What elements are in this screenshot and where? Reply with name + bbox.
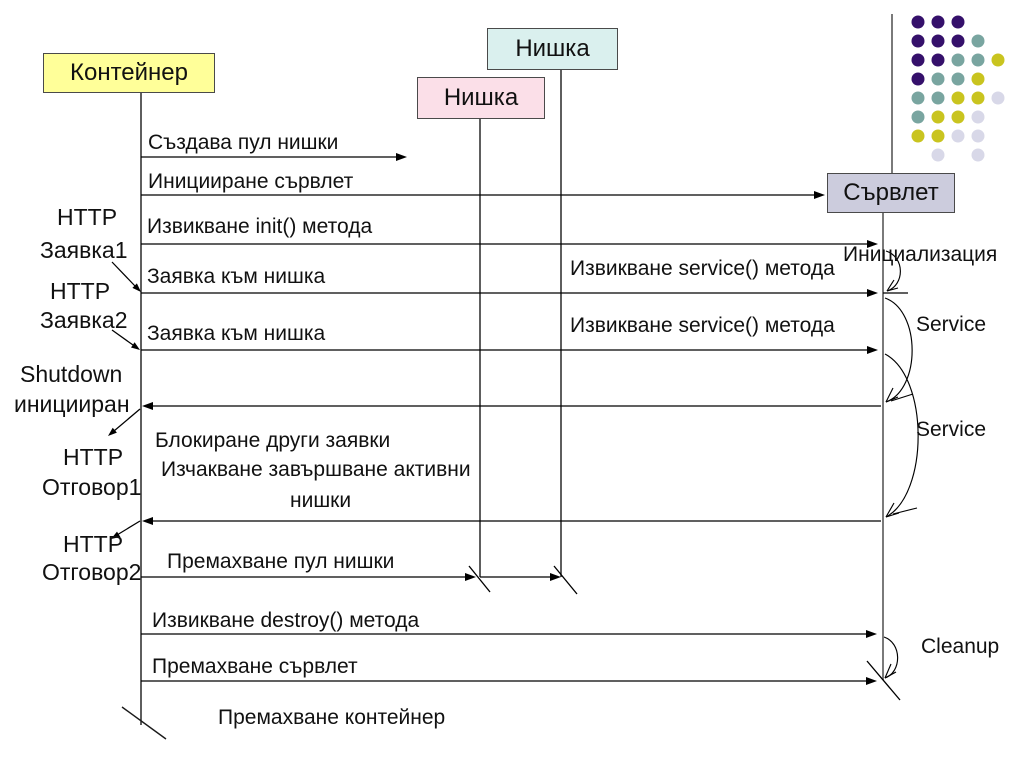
dot xyxy=(952,130,965,143)
actor-container xyxy=(43,53,215,93)
label-http-request2-line1: HTTP xyxy=(50,278,111,304)
dot xyxy=(932,130,945,143)
actor-servlet-label: Сървлет xyxy=(843,179,939,206)
dot xyxy=(972,73,985,86)
label-create-pool: Създава пул нишки xyxy=(148,131,339,154)
dot xyxy=(952,54,965,67)
arrowhead xyxy=(142,517,153,525)
dot xyxy=(932,35,945,48)
dot xyxy=(952,92,965,105)
label-initialization: Инициализация xyxy=(843,243,998,266)
dot xyxy=(932,73,945,86)
label-http-response1-line1: HTTP xyxy=(63,444,124,470)
dot xyxy=(912,111,925,124)
actor-servlet xyxy=(827,173,955,213)
arc-service-2 xyxy=(885,354,918,517)
label-cleanup: Cleanup xyxy=(921,635,1000,658)
label-call-destroy: Извикване destroy() метода xyxy=(152,609,420,632)
dot xyxy=(912,35,925,48)
arrowhead xyxy=(867,346,878,354)
arc-service-1 xyxy=(885,298,912,402)
dot xyxy=(932,111,945,124)
label-shutdown-line1: Shutdown xyxy=(20,361,123,387)
dot xyxy=(932,54,945,67)
dot xyxy=(952,111,965,124)
label-shutdown-line2: иницииран xyxy=(14,391,130,417)
dot xyxy=(972,35,985,48)
dot xyxy=(972,111,985,124)
label-remove-servlet: Премахване сървлет xyxy=(152,655,358,678)
label-block-requests: Блокиране други заявки xyxy=(155,429,391,452)
label-http-response2-line1: HTTP xyxy=(63,531,124,557)
dot xyxy=(952,73,965,86)
dot xyxy=(912,130,925,143)
actor-thread1-label: Нишка xyxy=(443,84,519,111)
label-call-service-2: Извикване service() метода xyxy=(570,314,835,337)
label-wait-active-2: нишки xyxy=(290,489,352,512)
dot xyxy=(912,16,925,29)
label-http-response1-line2: Отговор1 xyxy=(42,474,142,500)
label-http-request2-line2: Заявка2 xyxy=(40,307,128,333)
label-service-1: Service xyxy=(916,313,987,336)
dot xyxy=(912,54,925,67)
dot xyxy=(992,54,1005,67)
dots-pattern-icon xyxy=(912,16,1005,162)
dot xyxy=(932,149,945,162)
dot xyxy=(972,54,985,67)
label-request-thread-1: Заявка към нишка xyxy=(147,265,326,288)
label-http-response2-line2: Отговор2 xyxy=(42,559,142,585)
destroy-slash-thread2 xyxy=(554,566,577,594)
label-call-service-1: Извикване service() метода xyxy=(570,257,835,280)
label-http-request1-line1: HTTP xyxy=(57,204,118,230)
dot xyxy=(932,16,945,29)
dot xyxy=(972,92,985,105)
dot xyxy=(992,92,1005,105)
arrowhead xyxy=(866,630,877,638)
dot xyxy=(952,35,965,48)
arrowhead xyxy=(142,402,153,410)
label-call-init: Извикване init() метода xyxy=(147,215,373,238)
label-remove-pool: Премахване пул нишки xyxy=(167,550,395,573)
label-remove-container: Премахване контейнер xyxy=(218,706,446,729)
arrowhead xyxy=(465,573,476,581)
arrowhead xyxy=(396,153,407,161)
dot xyxy=(972,149,985,162)
label-http-request1-line2: Заявка1 xyxy=(40,237,128,263)
arrowhead xyxy=(867,289,878,297)
actor-thread2 xyxy=(487,28,618,70)
dot xyxy=(912,73,925,86)
dot xyxy=(932,92,945,105)
actor-thread2-label: Нишка xyxy=(515,35,590,62)
arrowhead xyxy=(814,191,825,199)
container-end-slash xyxy=(122,707,166,739)
arrow-http-request1 xyxy=(112,262,135,286)
actor-thread1 xyxy=(417,77,545,119)
label-service-2: Service xyxy=(916,418,987,441)
dot xyxy=(952,16,965,29)
actor-container-label: Контейнер xyxy=(69,59,188,86)
label-init-servlet: Иницииране сървлет xyxy=(148,170,354,193)
arrowhead xyxy=(866,677,877,685)
label-wait-active: Изчакване завършване активни xyxy=(161,458,471,481)
dot xyxy=(972,130,985,143)
servlet-self-call-arcs xyxy=(883,251,918,678)
dot xyxy=(912,92,925,105)
label-request-thread-2: Заявка към нишка xyxy=(147,322,326,345)
arrowhead xyxy=(550,573,561,581)
arrowhead xyxy=(131,342,140,350)
